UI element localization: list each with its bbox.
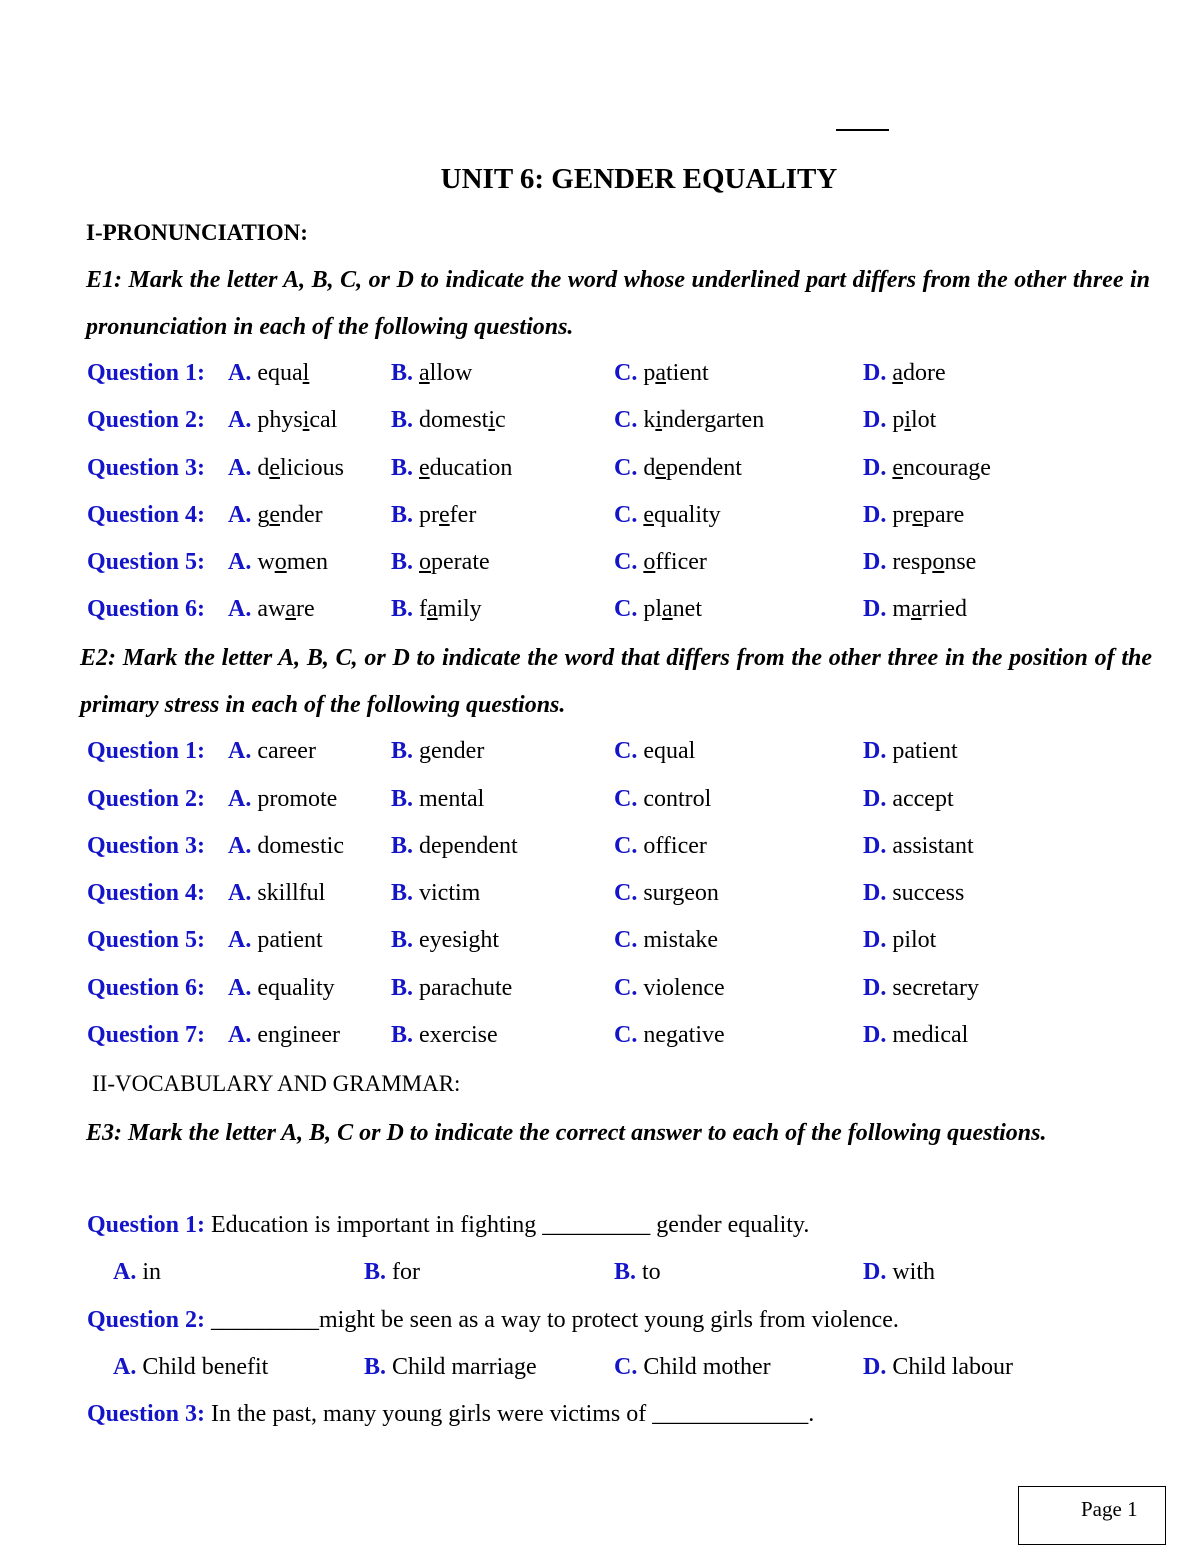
underlined-part: a: [655, 360, 666, 386]
option-word: control: [643, 786, 712, 812]
option-word: promote: [257, 786, 338, 812]
option-letter: C.: [614, 502, 638, 528]
option-letter: A.: [228, 880, 252, 906]
option-letter: B.: [391, 833, 414, 859]
question-label: Question 6:: [87, 596, 206, 622]
underlined-part: e: [269, 455, 280, 481]
question-label: Question 1:: [87, 360, 206, 386]
option-letter: C.: [614, 1022, 638, 1048]
option-letter: A.: [228, 927, 252, 953]
answer-option: [614, 407, 764, 434]
word-part: rried: [921, 596, 967, 622]
option-letter: B.: [391, 880, 414, 906]
word-part: p: [643, 360, 656, 386]
option-letter: A.: [228, 833, 252, 859]
option-letter: A.: [113, 1354, 137, 1380]
question-label: Question 5:: [87, 927, 206, 953]
header-rule: [836, 129, 889, 131]
answer-option: [113, 1259, 161, 1286]
underlined-part: a: [662, 596, 673, 622]
underlined-part: e: [269, 502, 280, 528]
option-letter: A.: [228, 549, 252, 575]
word-part: perate: [431, 549, 490, 575]
option-word: surgeon: [643, 880, 719, 906]
answer-option: [863, 407, 936, 434]
answer-option: [863, 975, 979, 1002]
answer-option: [228, 833, 344, 860]
word-part: nse: [944, 549, 977, 575]
question-label: Question 2:: [87, 407, 206, 433]
option-word: equality: [257, 975, 335, 1001]
page-number: Page 1: [1081, 1497, 1138, 1521]
option-word: career: [257, 738, 316, 764]
answer-option: [228, 880, 325, 907]
answer-option: [863, 786, 954, 813]
option-letter: D.: [863, 833, 887, 859]
question-label: Question 1:: [87, 738, 206, 764]
underlined-part: e: [655, 455, 666, 481]
option-word: medical: [892, 1022, 969, 1048]
underlined-part: o: [274, 549, 287, 575]
option-word: pilot: [892, 927, 937, 953]
option-word: patient: [892, 738, 958, 764]
answer-option: [391, 833, 518, 860]
option-word: dependent: [419, 833, 518, 859]
page-title: UNIT 6: GENDER EQUALITY: [440, 163, 838, 195]
option-letter: C.: [614, 880, 638, 906]
answer-option: [863, 549, 976, 576]
word-part: m: [892, 596, 912, 622]
answer-option: [863, 360, 946, 387]
word-part: quality: [654, 502, 721, 528]
option-letter: B.: [391, 502, 414, 528]
word-part: ndergarten: [662, 407, 765, 433]
word-part: net: [672, 596, 702, 622]
answer-option: [228, 502, 323, 529]
word-part: ducation: [429, 455, 513, 481]
word-part: fer: [449, 502, 477, 528]
option-letter: C.: [614, 407, 638, 433]
option-letter: D.: [863, 927, 887, 953]
answer-option: [228, 549, 328, 576]
answer-option: [863, 880, 964, 907]
option-word: engineer: [257, 1022, 340, 1048]
answer-option: [228, 738, 316, 765]
word-part: cal: [309, 407, 338, 433]
word-part: domest: [419, 407, 489, 433]
answer-option: [228, 786, 337, 813]
answer-option: [863, 1022, 968, 1049]
underlined-part: i: [488, 407, 496, 433]
word-part: pl: [643, 596, 663, 622]
option-word: domestic: [257, 833, 344, 859]
option-word: mistake: [643, 927, 718, 953]
word-part: equa: [257, 360, 303, 386]
option-letter: B.: [391, 927, 414, 953]
option-word: Child labour: [892, 1354, 1013, 1380]
underlined-part: e: [439, 502, 450, 528]
option-word: gender: [419, 738, 485, 764]
option-letter: C.: [614, 360, 638, 386]
answer-option: [614, 1259, 661, 1286]
option-letter: D.: [863, 1259, 887, 1285]
question-label: Question 1:: [87, 1212, 206, 1238]
underlined-part: a: [911, 596, 922, 622]
option-word: with: [892, 1259, 936, 1285]
word-part: pendent: [666, 455, 742, 481]
option-word: for: [392, 1259, 420, 1285]
answer-option: [391, 786, 484, 813]
option-letter: B.: [391, 549, 414, 575]
answer-option: [391, 927, 499, 954]
option-letter: A.: [228, 738, 252, 764]
question-label: Question 2:: [87, 786, 206, 812]
underlined-part: a: [419, 360, 430, 386]
option-letter: B.: [391, 455, 414, 481]
word-part: pr: [419, 502, 440, 528]
option-letter: A.: [228, 786, 252, 812]
underlined-part: i: [655, 407, 663, 433]
option-letter: A.: [228, 596, 252, 622]
option-word: exercise: [419, 1022, 498, 1048]
word-part: resp: [892, 549, 933, 575]
word-part: men: [286, 549, 329, 575]
question-label: Question 4:: [87, 880, 206, 906]
answer-option: [391, 880, 480, 907]
question-stem: Education is important in fighting _________ gender equality.: [205, 1212, 810, 1238]
underlined-part: a: [285, 596, 296, 622]
answer-option: [614, 1354, 771, 1381]
option-letter: A.: [113, 1259, 137, 1285]
option-letter: C.: [614, 927, 638, 953]
word-part: g: [257, 502, 270, 528]
answer-option: [863, 1259, 935, 1286]
question-label: Question 2:: [87, 1307, 206, 1333]
section-pronunciation: I-PRONUNCIATION:: [86, 220, 308, 245]
question-label: Question 3:: [87, 1401, 206, 1427]
option-letter: C.: [614, 596, 638, 622]
answer-option: [863, 502, 964, 529]
option-letter: D.: [863, 786, 887, 812]
option-word: in: [142, 1259, 162, 1285]
option-word: victim: [419, 880, 481, 906]
answer-option: [614, 596, 702, 623]
question-label: Question 6:: [87, 975, 206, 1001]
question-stem: In the past, many young girls were victims of _____________.: [205, 1401, 815, 1427]
answer-option: [614, 927, 718, 954]
option-letter: A.: [228, 407, 252, 433]
option-letter: B.: [614, 1259, 637, 1285]
option-word: secretary: [892, 975, 979, 1001]
question-label: Question 3:: [87, 455, 206, 481]
option-letter: C.: [614, 549, 638, 575]
answer-option: [364, 1259, 420, 1286]
word-part: fficer: [655, 549, 707, 575]
answer-option: [614, 1022, 725, 1049]
word-part: ncourage: [903, 455, 991, 481]
answer-option: [391, 596, 482, 623]
word-part: licious: [280, 455, 344, 481]
word-part: nder: [280, 502, 323, 528]
e1-instruction: E1: Mark the letter A, B, C, or D to indicate the word whose underlined part differs from the other three in pronunciation in each of the following questions.: [86, 267, 1150, 340]
option-letter: B.: [364, 1259, 387, 1285]
option-letter: D.: [863, 502, 887, 528]
answer-option: [391, 975, 512, 1002]
answer-option: [113, 1354, 268, 1381]
option-letter: D.: [863, 549, 887, 575]
e3-question-2: [87, 1307, 899, 1334]
option-letter: C.: [614, 1354, 638, 1380]
answer-option: [863, 927, 936, 954]
underlined-part: e: [419, 455, 430, 481]
word-part: aw: [257, 596, 286, 622]
option-letter: C.: [614, 833, 638, 859]
question-label: Question 7:: [87, 1022, 206, 1048]
underlined-part: e: [643, 502, 654, 528]
answer-option: [863, 1354, 1013, 1381]
answer-option: [614, 786, 711, 813]
word-part: c: [495, 407, 506, 433]
e3-instruction: E3: Mark the letter A, B, C or D to indicate the correct answer to each of the following questions.: [86, 1120, 1047, 1146]
option-letter: B.: [391, 1022, 414, 1048]
option-letter: A.: [228, 975, 252, 1001]
word-part: pare: [923, 502, 965, 528]
option-word: officer: [643, 833, 707, 859]
option-word: negative: [643, 1022, 725, 1048]
answer-option: [614, 880, 719, 907]
option-word: to: [642, 1259, 661, 1285]
question-stem: _________might be seen as a way to protect young girls from violence.: [205, 1307, 899, 1333]
e3-question-1: [87, 1212, 809, 1239]
option-word: patient: [257, 927, 323, 953]
option-letter: D.: [863, 455, 887, 481]
answer-option: [391, 502, 476, 529]
e2-instruction: E2: Mark the letter A, B, C, or D to indicate the word that differs from the other three in the position of the primary stress in each of the following questions.: [80, 645, 1152, 718]
answer-option: [614, 975, 725, 1002]
answer-option: [863, 833, 974, 860]
option-letter: D.: [863, 738, 887, 764]
answer-option: [391, 407, 506, 434]
word-part: d: [643, 455, 656, 481]
option-letter: D.: [863, 407, 887, 433]
word-part: mily: [437, 596, 482, 622]
question-label: Question 5:: [87, 549, 206, 575]
word-part: k: [643, 407, 656, 433]
option-letter: B.: [391, 975, 414, 1001]
answer-option: [391, 738, 484, 765]
answer-option: [614, 738, 695, 765]
word-part: d: [257, 455, 270, 481]
option-word: skillful: [257, 880, 326, 906]
underlined-part: a: [427, 596, 438, 622]
option-letter: B.: [391, 360, 414, 386]
underlined-part: e: [892, 455, 903, 481]
word-part: re: [295, 596, 315, 622]
answer-option: [863, 455, 991, 482]
answer-option: [863, 738, 958, 765]
option-letter: B.: [391, 786, 414, 812]
answer-option: [614, 833, 707, 860]
word-part: pr: [892, 502, 913, 528]
option-word: eyesight: [419, 927, 499, 953]
word-part: p: [892, 407, 905, 433]
option-word: Child benefit: [142, 1354, 269, 1380]
underlined-part: i: [302, 407, 310, 433]
answer-option: [614, 502, 721, 529]
option-letter: C.: [614, 975, 638, 1001]
option-word: parachute: [419, 975, 513, 1001]
option-word: accept: [892, 786, 954, 812]
underlined-part: o: [932, 549, 945, 575]
option-word: violence: [643, 975, 725, 1001]
e3-question-3: [87, 1401, 814, 1428]
option-letter: D.: [863, 975, 887, 1001]
word-part: f: [419, 596, 428, 622]
answer-option: [391, 360, 472, 387]
page-number-box: [1018, 1486, 1166, 1545]
answer-option: [391, 549, 490, 576]
underlined-part: o: [419, 549, 432, 575]
answer-option: [364, 1354, 537, 1381]
option-letter: A.: [228, 455, 252, 481]
option-letter: C.: [614, 455, 638, 481]
word-part: tient: [666, 360, 709, 386]
question-label: Question 3:: [87, 833, 206, 859]
answer-option: [228, 596, 315, 623]
option-letter: B.: [391, 596, 414, 622]
option-letter: A.: [228, 502, 252, 528]
answer-option: [614, 549, 707, 576]
word-part: w: [257, 549, 275, 575]
word-part: lot: [911, 407, 937, 433]
underlined-part: e: [912, 502, 923, 528]
answer-option: [228, 927, 323, 954]
option-word: assistant: [892, 833, 974, 859]
option-word: Child marriage: [392, 1354, 537, 1380]
underlined-part: o: [643, 549, 656, 575]
answer-option: [391, 1022, 498, 1049]
option-letter: D.: [863, 1354, 887, 1380]
word-part: dore: [903, 360, 946, 386]
underlined-part: i: [904, 407, 912, 433]
word-part: phys: [257, 407, 303, 433]
option-letter: D.: [863, 1022, 887, 1048]
option-letter: D.: [863, 880, 887, 906]
option-word: Child mother: [643, 1354, 771, 1380]
option-letter: C.: [614, 738, 638, 764]
option-word: success: [892, 880, 965, 906]
option-letter: A.: [228, 360, 252, 386]
option-letter: B.: [364, 1354, 387, 1380]
option-word: equal: [643, 738, 696, 764]
answer-option: [228, 975, 335, 1002]
option-letter: B.: [391, 407, 414, 433]
section-vocabulary-grammar: II-VOCABULARY AND GRAMMAR:: [92, 1071, 461, 1096]
option-letter: D.: [863, 596, 887, 622]
answer-option: [228, 455, 344, 482]
answer-option: [614, 455, 742, 482]
answer-option: [228, 360, 309, 387]
option-word: mental: [419, 786, 485, 812]
option-letter: B.: [391, 738, 414, 764]
underlined-part: l: [302, 360, 310, 386]
answer-option: [228, 1022, 340, 1049]
answer-option: [391, 455, 512, 482]
option-letter: A.: [228, 1022, 252, 1048]
word-part: llow: [429, 360, 473, 386]
underlined-part: a: [892, 360, 903, 386]
option-letter: D.: [863, 360, 887, 386]
answer-option: [228, 407, 337, 434]
option-letter: C.: [614, 786, 638, 812]
answer-option: [614, 360, 709, 387]
question-label: Question 4:: [87, 502, 206, 528]
answer-option: [863, 596, 967, 623]
